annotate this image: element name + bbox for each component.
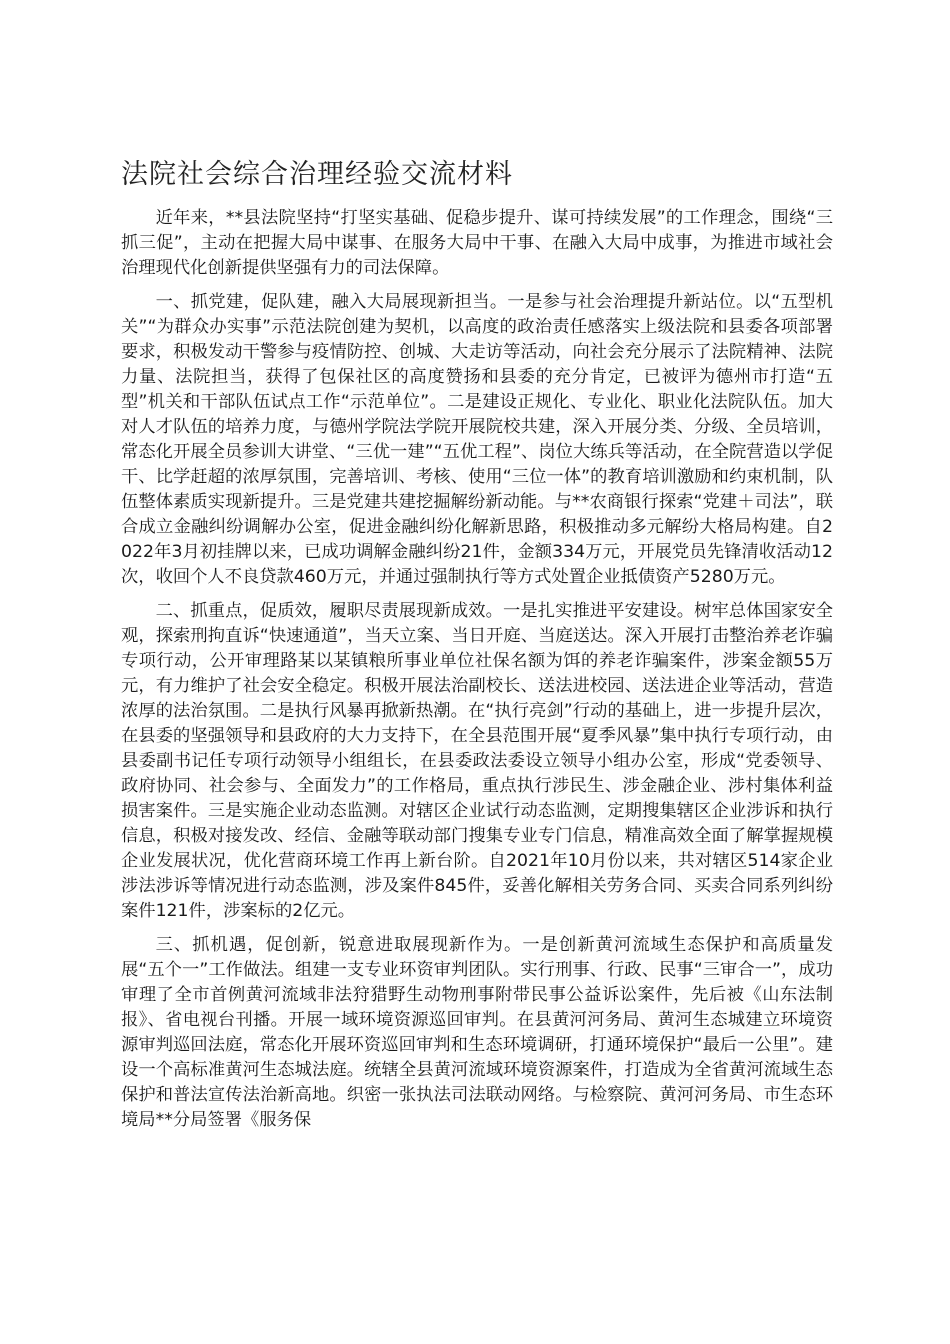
document-body xyxy=(121,206,833,1133)
paragraph-section-2: 二、抓重点，促质效，履职尽责展现新成效。一是扎实推进平安建设。树牢总体国家安全观，探索刑拘直诉“快速通道”，当天立案、当日开庭、当庭送达。深入开展打击整治养老诈骗专项行动，公开审理路某以某镇粮所事业单位社保名额为饵的养老诈骗案件，涉案金额55万元，有力维护了社会安全稳定。积极开展法治副校长、送法进校园、送法进企业等活动，营造浓厚的法治氛围。二是执行风暴再掀新热潮。在“执行亮剑”行动的基础上，进一步提升层次，在县委的坚强领导和县政府的大力支持下，在全县范围开展“夏季风暴”集中执行专项行动，由县委副书记任专项行动领导小组组长，在县委政法委设立领导小组办公室，形成“党委领导、政府协同、社会参与、全面发力”的工作格局，重点执行涉民生、涉金融企业、涉村集体利益损害案件。三是实施企业动态监测。对辖区企业试行动态监测，定期搜集辖区企业涉诉和执行信息，积极对接发改、经信、金融等联动部门搜集专业专门信息，精准高效全面了解掌握规模企业发展状况，优化营商环境工作再上新台阶。自2021年10月份以来，共对辖区514家企业涉法涉诉等情况进行动态监测，涉及案件845件，妥善化解相关劳务合同、买卖合同系列纠纷案件121件，涉案标的2亿元。 xyxy=(121,601,833,921)
document-title: 法院社会综合治理经验交流材料 xyxy=(121,159,513,190)
paragraph-intro: 近年来，**县法院坚持“打坚实基础、促稳步提升、谋可持续发展”的工作理念，围绕“三抓三促”，主动在把握大局中谋事、在服务大局中干事、在融入大局中成事，为推进市域社会治理现代化创新提供坚强有力的司法保障。 xyxy=(121,208,833,278)
paragraph-section-1: 一、抓党建，促队建，融入大局展现新担当。一是参与社会治理提升新站位。以“五型机关”“为群众办实事”示范法院创建为契机，以高度的政治责任感落实上级法院和县委各项部署要求，积极发动干警参与疫情防控、创城、大走访等活动，向社会充分展示了法院精神、法院力量、法院担当，获得了包保社区的高度赞扬和县委的充分肯定，已被评为德州市打造“五型”机关和干部队伍试点工作“示范单位”。二是建设正规化、专业化、职业化法院队伍。加大对人才队伍的培养力度，与德州学院法学院开展院校共建，深入开展分类、分级、全员培训，常态化开展全员参训大讲堂、“三优一建”“五优工程”、岗位大练兵等活动，在全院营造以学促干、比学赶超的浓厚氛围，完善培训、考核、使用“三位一体”的教育培训激励和约束机制，队伍整体素质实现新提升。三是党建共建挖掘解纷新动能。与**农商银行探索“党建＋司法”，联合成立金融纠纷调解办公室，促进金融纠纷化解新思路，积极推动多元解纷大格局构建。自2022年3月初挂牌以来，已成功调解金融纠纷21件，金额334万元，开展党员先锋清收活动12次，收回个人不良贷款460万元，并通过强制执行等方式处置企业抵债资产5280万元。 xyxy=(121,292,833,587)
paragraph-section-3: 三、抓机遇，促创新，锐意进取展现新作为。一是创新黄河流域生态保护和高质量发展“五个一”工作做法。组建一支专业环资审判团队。实行刑事、行政、民事“三审合一”，成功审理了全市首例黄河流域非法狩猎野生动物刑事附带民事公益诉讼案件，先后被《山东法制报》、省电视台刊播。开展一域环境资源巡回审判。在县黄河河务局、黄河生态城建立环境资源审判巡回法庭，常态化开展环资巡回审判和生态环境调研，打通环境保护“最后一公里”。建设一个高标准黄河生态城法庭。统辖全县黄河流域环境资源案件，打造成为全省黄河流域生态保护和普法宣传法治新高地。织密一张执法司法联动网络。与检察院、黄河河务局、市生态环境局**分局签署《服务保 xyxy=(121,935,833,1130)
